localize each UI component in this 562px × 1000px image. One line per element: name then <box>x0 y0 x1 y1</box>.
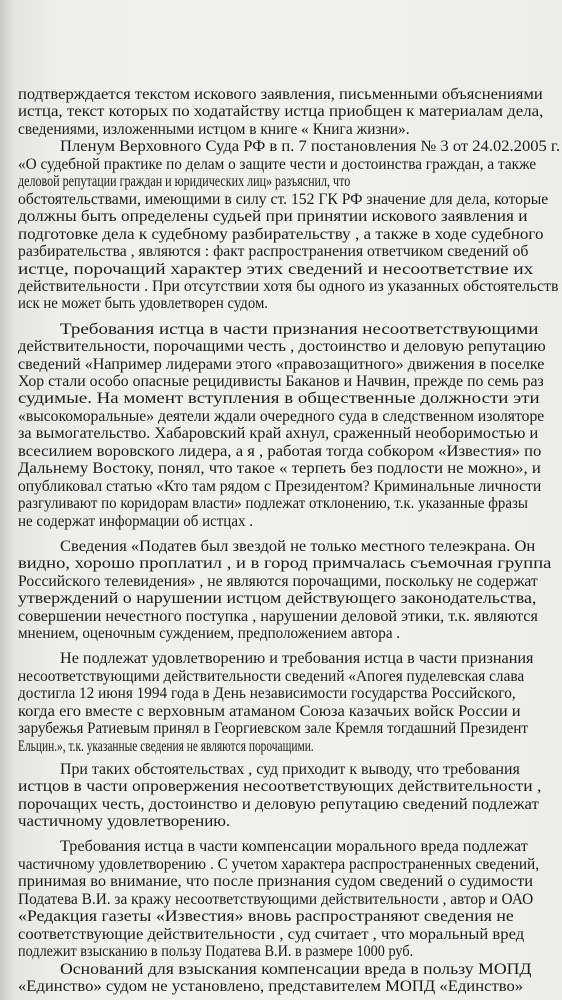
text-line: сведений «Например лидерами этого «правозащитного» движения в поселке <box>18 355 545 373</box>
text-line: зарубежья Ратиевым принял в Георгиевском зале Кремля тогдашний Президент <box>18 720 528 738</box>
text-line: принимая во внимание, что после признания судом сведений о судимости <box>18 873 534 891</box>
text-line: Требования истца в части признания несоответствующими <box>60 320 539 338</box>
text-line: должны быть определены судьей при принятии искового заявления и <box>18 208 528 226</box>
text-line: достигла 12 июня 1994 года в День независимости государства Российского, <box>18 685 516 703</box>
text-line: истца, текст которых по ходатайству истца приобщен к материалам дела, <box>18 103 544 121</box>
text-line: Ельцин.», т.к. указанные сведения не являются порочащими. <box>18 737 314 755</box>
text-line: опубликовал статью «Кто там рядом с Президентом? Криминальные личности <box>18 477 542 495</box>
text-line: Пленум Верховного Суда РФ в п. 7 постановления № 3 от 24.02.2005 г. <box>60 138 560 156</box>
text-line: всесилием воровского лидера, а я , работая тогда собкором «Известия» по <box>18 442 542 460</box>
text-line: разгуливают по коридорам власти» подлежат отклонению, т.к. указанные фразы <box>18 495 528 513</box>
text-line: истце, порочащий характер этих сведений и несоответствие их <box>18 260 534 278</box>
text-line: мнением, оценочным суждением, предположением автора . <box>18 625 401 643</box>
text-line: истцов в части опровержения несоответствующих действительности , <box>18 778 542 796</box>
text-line: Хор стали особо опасные рецидивисты Баканов и Начвин, прежде по семь раз <box>18 372 544 390</box>
text-line: деловой репутации граждан и юридических лиц» разъяснил, что <box>18 173 351 191</box>
text-line: сведениями, изложенными истцом в книге « Книга жизни». <box>18 120 410 138</box>
text-line: частичному удовлетворению. <box>18 813 231 831</box>
text-line: несоответствующими действительности сведений «Апогея пуделевская слава <box>18 667 525 685</box>
text-line: совершении нечестного поступка , нарушении деловой этики, т.к. являются <box>18 607 538 625</box>
text-line: видно, хорошо проплатил , и в город примчалась съемочная группа <box>18 555 552 573</box>
text-line: частичному удовлетворению . С учетом характера распространенных сведений, <box>18 855 540 873</box>
text-line: Требования истца в части компенсации морального вреда подлежат <box>60 838 528 856</box>
text-line: Сведения «Податев был звездой не только местного телеэкрана. Он <box>60 537 536 555</box>
text-line: утверждений о нарушении истцом действующего законодательства, <box>18 590 537 608</box>
text-line: При таких обстоятельствах , суд приходит к выводу, что требования <box>60 760 520 778</box>
text-line: «Редакция газеты «Известия» вновь распространяют сведения не <box>18 908 514 926</box>
text-line: Оснований для взыскания компенсации вреда в пользу МОПД <box>60 960 532 978</box>
text-line: Российского телевидения» , не являются порочащими, поскольку не содержат <box>18 572 538 590</box>
text-line: не содержат информации об истцах . <box>18 512 253 530</box>
text-line: разбирательства , являются : факт распространения ответчиком сведений об <box>18 243 529 261</box>
text-line: «О судебной практике по делам о защите чести и достоинства граждан, а также <box>18 155 537 173</box>
text-line: судимые. На момент вступления в общественные должности эти <box>18 390 540 408</box>
text-line: за вымогательство. Хабаровский край ахнул, сраженный необоримостью и <box>18 425 539 443</box>
text-line: иск не может быть удовлетворен судом. <box>18 295 269 313</box>
text-line: действительности . При отсутствии хотя бы одного из указанных обстоятельств <box>18 277 559 295</box>
text-line: подготовке дела к судебному разбирательству , а также в ходе судебного <box>18 225 544 243</box>
text-line: обстоятельствами, имеющими в силу ст. 152 ГК РФ значение для дела, которые <box>18 190 549 208</box>
text-line: когда его вместе с верховным атаманом Союза казачьих войск России и <box>18 702 521 720</box>
text-line: Податева В.И. за кражу несоответствующими действительности , автор и ОАО <box>18 890 534 908</box>
text-line: «высокоморальные» деятели ждали очередного суда в следственном изоляторе <box>18 407 545 425</box>
text-line: Дальнему Востоку, понял, что такое « терпеть без подлости не можно», и <box>18 460 541 478</box>
text-line: подтверждается текстом искового заявления, письменными объяснениями <box>18 86 543 103</box>
text-line: «Единство» судом не установлено, представителем МОПД «Единство» <box>18 978 524 995</box>
text-line: Не подлежат удовлетворению и требования истца в части признания <box>60 650 534 668</box>
text-line: действительности, порочащими честь , достоинство и деловую репутацию <box>18 338 546 356</box>
text-line: соответствующие действительности , суд считает , что моральный вред <box>18 925 525 943</box>
text-line: подлежит взысканию в пользу Податева В.И. в размере 1000 руб. <box>18 943 414 961</box>
text-line: порочащих честь, достоинство и деловую репутацию сведений подлежат <box>18 795 539 813</box>
